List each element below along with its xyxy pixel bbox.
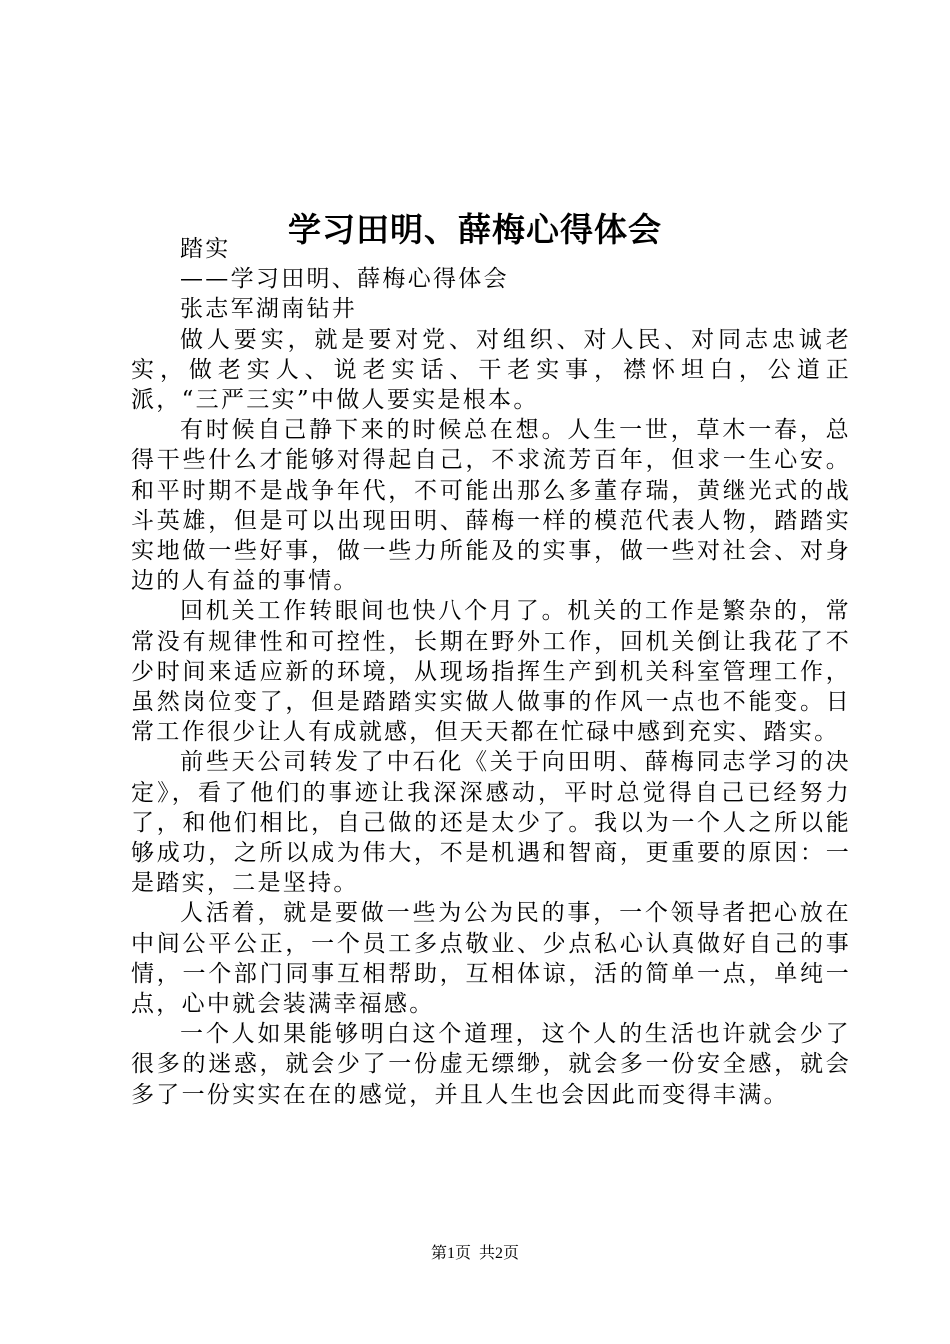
document-body bbox=[131, 234, 851, 1110]
body-paragraph: 回机关工作转眼间也快八个月了。机关的工作是繁杂的，常常没有规律性和可控性，长期在野外工作，回机关倒让我花了不少时间来适应新的环境，从现场指挥生产到机关科室管理工作，虽然岗位变了，但是踏踏实实做人做事的作风一点也不能变。日常工作很少让人有成就感，但天天都在忙碌中感到充实、踏实。 bbox=[131, 598, 851, 746]
essay-subtitle: ——学习田明、薛梅心得体会 bbox=[180, 266, 509, 293]
body-paragraph: 人活着，就是要做一些为公为民的事，一个领导者把心放在中间公平公正，一个员工多点敬业、少点私心认真做好自己的事情，一个部门同事互相帮助，互相体谅，活的简单一点，单纯一点，心中就会装满幸福感。 bbox=[131, 900, 851, 1018]
body-paragraph: 有时候自己静下来的时候总在想。人生一世，草木一春，总得干些什么才能够对得起自己，不求流芳百年，但求一生心安。和平时期不是战争年代，不可能出那么多董存瑞，黄继光式的战斗英雄，但是可以出现田明、薛梅一样的模范代表人物，踏踏实实地做一些好事，做一些力所能及的实事，做一些对社会、对身边的人有益的事情。 bbox=[131, 417, 851, 595]
body-paragraph: 一个人如果能够明白这个道理，这个人的生活也许就会少了很多的迷惑，就会少了一份虚无缥缈，就会多一份安全感，就会多了一份实实在在的感觉，并且人生也会因此而变得丰满。 bbox=[131, 1021, 851, 1108]
body-paragraph: 做人要实，就是要对党、对组织、对人民、对同志忠诚老实，做老实人、说老实话、干老实事，襟怀坦白，公道正派，“三严三实”中做人要实是根本。 bbox=[131, 326, 851, 414]
page-footer bbox=[0, 1243, 950, 1265]
body-paragraph: 前些天公司转发了中石化《关于向田明、薛梅同志学习的决定》，看了他们的事迹让我深深感动，平时总觉得自己已经努力了，和他们相比，自己做的还是太少了。我以为一个人之所以能够成功，之所以成为伟大，不是机遇和智商，更重要的原因：一是踏实，二是坚持。 bbox=[131, 749, 851, 897]
page-number: 第1页 bbox=[430, 1245, 471, 1262]
author-line: 张志军湖南钻井 bbox=[180, 296, 358, 323]
page-total: 共2页 bbox=[479, 1245, 520, 1262]
essay-heading: 踏实 bbox=[180, 236, 231, 262]
document-title: 学习田明、薛梅心得体会 bbox=[288, 210, 662, 250]
